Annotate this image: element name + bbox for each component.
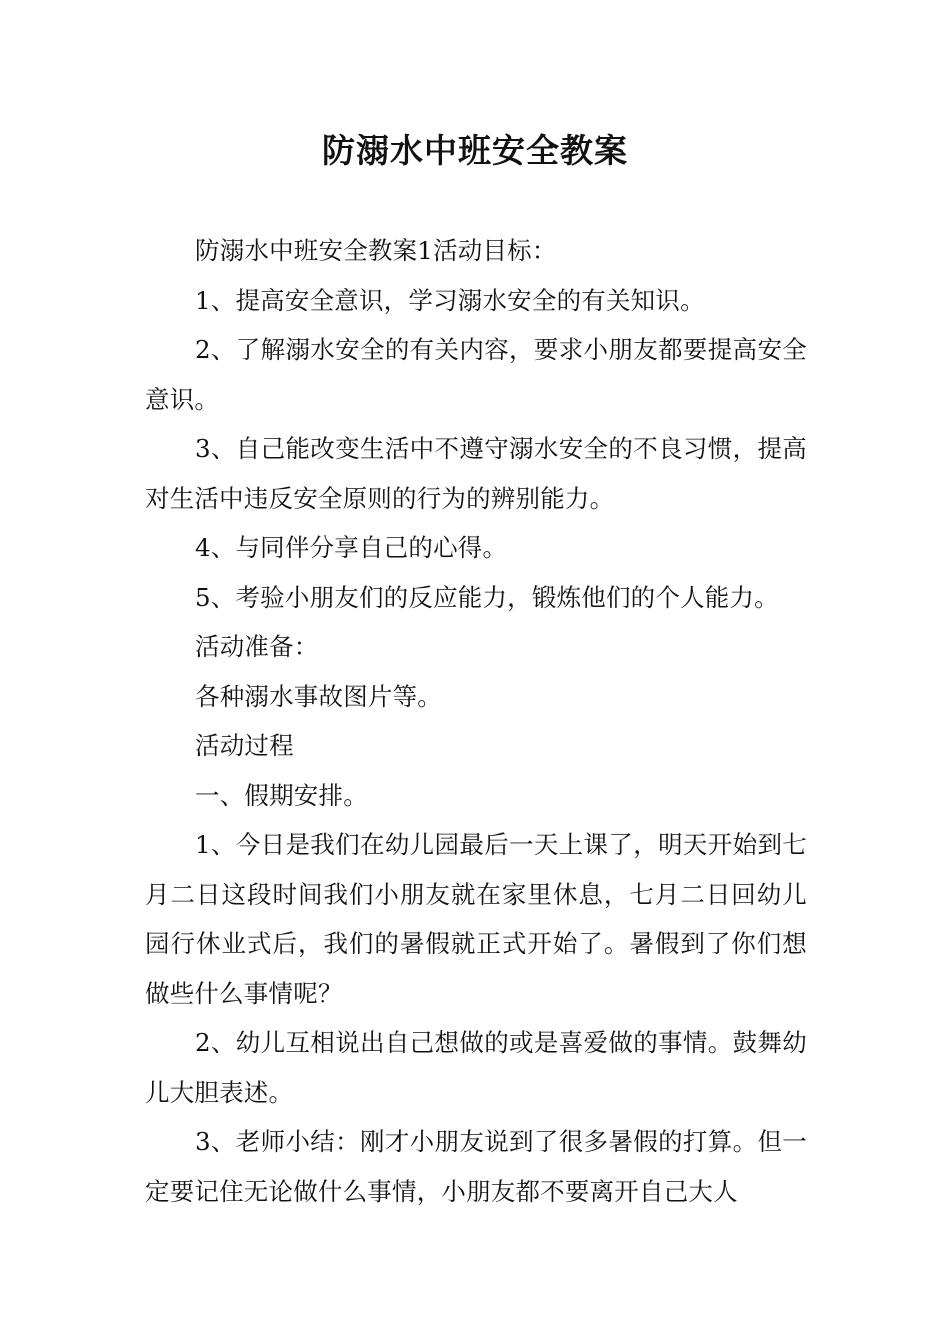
paragraph-step-3: 3、老师小结：刚才小朋友说到了很多暑假的打算。但一定要记住无论做什么事情，小朋友都不要离开自己大人 [145, 1127, 807, 1206]
document-body [145, 226, 807, 1216]
paragraph-preparation-heading: 活动准备： [195, 632, 319, 661]
paragraph-preparation: 各种溺水事故图片等。 [195, 681, 442, 711]
document-title: 防溺水中班安全教案 [322, 131, 628, 170]
paragraph-step-1: 1、今日是我们在幼儿园最后一天上课了，明天开始到七月二日这段时间我们小朋友就在家里休息，七月二日回幼儿园行休业式后，我们的暑假就正式开始了。暑假到了你们想做些什么事情呢？ [145, 830, 807, 1008]
paragraph-objective-4: 4、与同伴分享自己的心得。 [195, 533, 508, 562]
paragraph-objective-1: 1、提高安全意识，学习溺水安全的有关知识。 [195, 285, 705, 315]
paragraph-objective-3: 3、自己能改变生活中不遵守溺水安全的不良习惯，提高对生活中违反安全原则的行为的辨别能力。 [145, 434, 807, 513]
paragraph-process-heading: 活动过程 [195, 731, 294, 760]
paragraph-objective-2: 2、了解溺水安全的有关内容，要求小朋友都要提高安全意识。 [145, 335, 807, 414]
paragraph-step-2: 2、幼儿互相说出自己想做的或是喜爱做的事情。鼓舞幼儿大胆表述。 [145, 1028, 807, 1107]
paragraph-objectives-heading: 防溺水中班安全教案1活动目标： [195, 236, 557, 265]
paragraph-section-1-heading: 一、假期安排。 [195, 780, 368, 810]
paragraph-objective-5: 5、考验小朋友们的反应能力，锻炼他们的个人能力。 [195, 582, 779, 612]
